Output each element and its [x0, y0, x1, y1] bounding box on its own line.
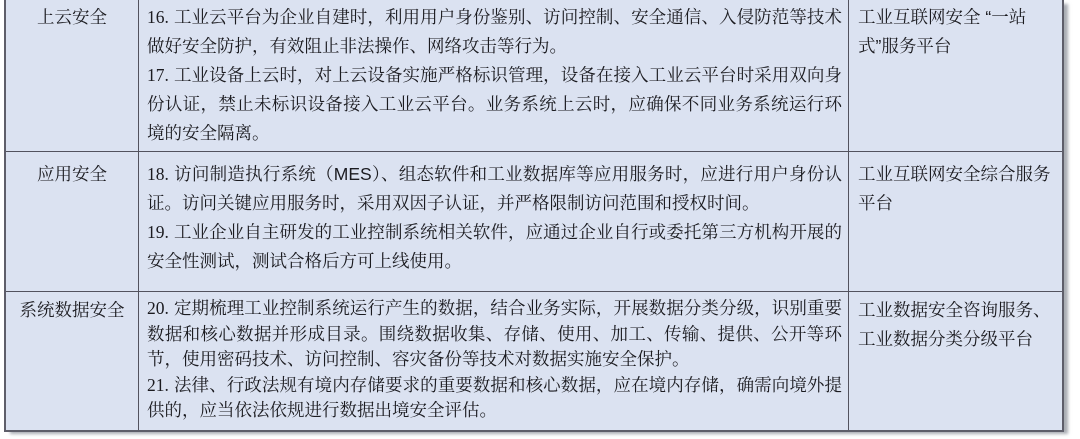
- item-text: 工业设备上云时，对上云设备实施严格标识管理，设备在接入工业云平台时采用双向身份认证，禁止未标识设备接入工业云平台。业务系统上云时，应确保不同业务系统运行环境的安全隔离。: [147, 65, 842, 143]
- item-number: 18.: [147, 164, 169, 184]
- measure-item-21: [147, 373, 842, 424]
- item-number: 21.: [147, 374, 169, 395]
- measure-item-20: [147, 296, 842, 373]
- service-cell-system-data-security: 工业数据安全咨询服务、工业数据分类分级平台: [849, 292, 1062, 430]
- item-number: 20.: [147, 298, 169, 318]
- measure-item-19: [147, 218, 842, 276]
- item-text: 工业企业自主研发的工业控制系统相关软件，应通过企业自行或委托第三方机构开展的安全性测试，测试合格后方可上线使用。: [147, 222, 842, 271]
- item-number: 16.: [147, 7, 169, 27]
- category-cell-system-data-security: 系统数据安全: [6, 292, 139, 430]
- item-text: 法律、行政法规有境内存储要求的重要数据和核心数据，应在境内存储，确需向境外提供的，应当依法依规进行数据出境安全评估。: [147, 374, 842, 420]
- item-number: 19.: [147, 222, 169, 242]
- measures-cell-cloud-security: [139, 0, 849, 152]
- measures-cell-application-security: [139, 152, 849, 292]
- measure-item-18: [147, 160, 842, 218]
- category-cell-application-security: 应用安全: [6, 152, 139, 292]
- item-number: 17.: [147, 65, 169, 85]
- item-text: 定期梳理工业控制系统运行产生的数据，结合业务实际，开展数据分类分级，识别重要数据和核心数据并形成目录。围绕数据收集、存储、使用、加工、传输、提供、公开等环节，使用密码技术、访问控制、容灾备份等技术对数据实施安全保护。: [147, 298, 842, 369]
- item-text: 工业云平台为企业自建时，利用用户身份鉴别、访问控制、安全通信、入侵防范等技术做好安全防护，有效阻止非法操作、网络攻击等行为。: [147, 7, 842, 56]
- service-cell-cloud-security: 工业互联网安全 “一站式”服务平台: [849, 0, 1062, 152]
- item-text: 访问制造执行系统（MES）、组态软件和工业数据库等应用服务时，应进行用户身份认证。访问关键应用服务时，采用双因子认证，并严格限制访问范围和授权时间。: [147, 164, 842, 213]
- security-requirements-table: [4, 0, 1064, 432]
- measure-item-17: [147, 61, 842, 148]
- measure-item-16: [147, 3, 842, 61]
- service-cell-application-security: 工业互联网安全综合服务平台: [849, 152, 1062, 292]
- category-cell-cloud-security: 上云安全: [6, 0, 139, 152]
- measures-cell-system-data-security: [139, 292, 849, 430]
